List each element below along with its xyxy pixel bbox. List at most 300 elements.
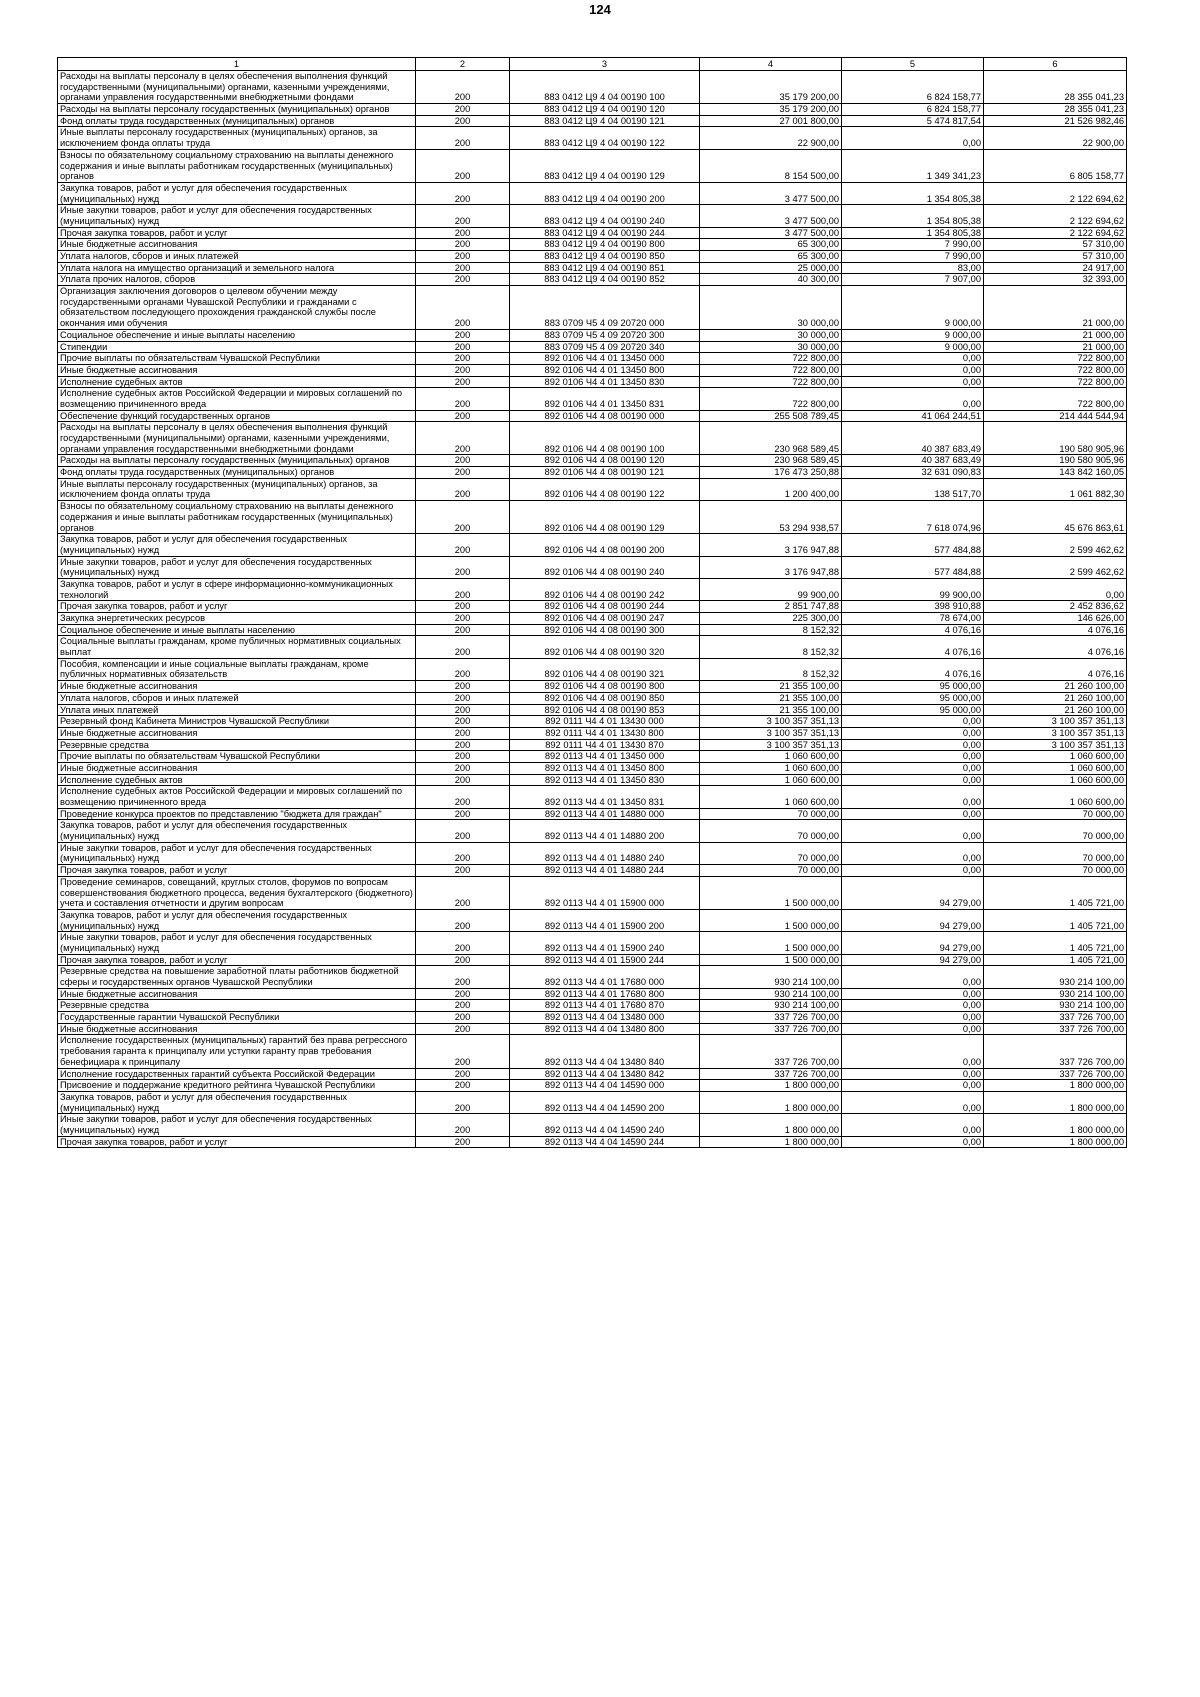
line-code-cell: 200 bbox=[416, 774, 510, 786]
expenditure-name-cell: Исполнение судебных актов bbox=[58, 774, 416, 786]
line-code-cell: 200 bbox=[416, 932, 510, 954]
executed-amount-cell: 95 000,00 bbox=[842, 681, 984, 693]
unexecuted-amount-cell: 722 800,00 bbox=[984, 353, 1127, 365]
executed-amount-cell: 0,00 bbox=[842, 808, 984, 820]
expenditure-name-cell: Уплата прочих налогов, сборов bbox=[58, 274, 416, 286]
approved-amount-cell: 1 800 000,00 bbox=[700, 1136, 842, 1148]
approved-amount-cell: 176 473 250,88 bbox=[700, 467, 842, 479]
unexecuted-amount-cell: 70 000,00 bbox=[984, 808, 1127, 820]
table-row bbox=[58, 1091, 1127, 1113]
table-row bbox=[58, 842, 1127, 864]
table-body bbox=[58, 71, 1127, 1148]
unexecuted-amount-cell: 930 214 100,00 bbox=[984, 966, 1127, 988]
line-code-cell: 200 bbox=[416, 613, 510, 625]
approved-amount-cell: 8 152,32 bbox=[700, 658, 842, 680]
expenditure-name-cell: Присвоение и поддержание кредитного рейтинга Чувашской Республики bbox=[58, 1080, 416, 1092]
expenditure-name-cell: Расходы на выплаты персоналу в целях обеспечения выполнения функций государственными (муниципальными) органами, казенными учреждениями, органами управления государственными внебюджетными фондами bbox=[58, 71, 416, 104]
unexecuted-amount-cell: 4 076,16 bbox=[984, 636, 1127, 658]
line-code-cell: 200 bbox=[416, 624, 510, 636]
budget-classification-code-cell: 892 0113 Ч4 4 01 13450 831 bbox=[510, 786, 700, 808]
expenditure-name-cell: Государственные гарантии Чувашской Республики bbox=[58, 1012, 416, 1024]
table-row bbox=[58, 274, 1127, 286]
line-code-cell: 200 bbox=[416, 692, 510, 704]
line-code-cell: 200 bbox=[416, 376, 510, 388]
executed-amount-cell: 94 279,00 bbox=[842, 954, 984, 966]
executed-amount-cell: 0,00 bbox=[842, 774, 984, 786]
unexecuted-amount-cell: 70 000,00 bbox=[984, 842, 1127, 864]
executed-amount-cell: 0,00 bbox=[842, 388, 984, 410]
expenditure-name-cell: Пособия, компенсации и иные социальные выплаты гражданам, кроме публичных нормативных обязательств bbox=[58, 658, 416, 680]
line-code-cell: 200 bbox=[416, 534, 510, 556]
approved-amount-cell: 1 500 000,00 bbox=[700, 876, 842, 909]
executed-amount-cell: 0,00 bbox=[842, 376, 984, 388]
executed-amount-cell: 0,00 bbox=[842, 127, 984, 149]
line-code-cell: 200 bbox=[416, 909, 510, 931]
executed-amount-cell: 9 000,00 bbox=[842, 286, 984, 330]
table-row bbox=[58, 1023, 1127, 1035]
line-code-cell: 200 bbox=[416, 716, 510, 728]
approved-amount-cell: 230 968 589,45 bbox=[700, 455, 842, 467]
budget-classification-code-cell: 892 0113 Ч4 4 04 14590 200 bbox=[510, 1091, 700, 1113]
unexecuted-amount-cell: 1 060 600,00 bbox=[984, 774, 1127, 786]
approved-amount-cell: 35 179 200,00 bbox=[700, 104, 842, 116]
budget-classification-code-cell: 892 0113 Ч4 4 04 14590 000 bbox=[510, 1080, 700, 1092]
column-header-3: 3 bbox=[510, 58, 700, 71]
unexecuted-amount-cell: 1 800 000,00 bbox=[984, 1080, 1127, 1092]
budget-classification-code-cell: 892 0113 Ч4 4 04 14590 240 bbox=[510, 1114, 700, 1136]
approved-amount-cell: 70 000,00 bbox=[700, 808, 842, 820]
executed-amount-cell: 0,00 bbox=[842, 739, 984, 751]
line-code-cell: 200 bbox=[416, 739, 510, 751]
table-row bbox=[58, 71, 1127, 104]
budget-classification-code-cell: 883 0412 Ц9 4 04 00190 850 bbox=[510, 251, 700, 263]
executed-amount-cell: 1 354 805,38 bbox=[842, 205, 984, 227]
approved-amount-cell: 27 001 800,00 bbox=[700, 115, 842, 127]
approved-amount-cell: 722 800,00 bbox=[700, 353, 842, 365]
approved-amount-cell: 70 000,00 bbox=[700, 842, 842, 864]
table-row bbox=[58, 1136, 1127, 1148]
approved-amount-cell: 1 800 000,00 bbox=[700, 1080, 842, 1092]
table-row bbox=[58, 239, 1127, 251]
executed-amount-cell: 1 354 805,38 bbox=[842, 227, 984, 239]
expenditure-name-cell: Иные закупки товаров, работ и услуг для обеспечения государственных (муниципальных) нужд bbox=[58, 842, 416, 864]
budget-classification-code-cell: 892 0113 Ч4 4 01 17680 870 bbox=[510, 1000, 700, 1012]
approved-amount-cell: 21 355 100,00 bbox=[700, 704, 842, 716]
approved-amount-cell: 65 300,00 bbox=[700, 239, 842, 251]
approved-amount-cell: 8 152,32 bbox=[700, 624, 842, 636]
expenditure-name-cell: Закупка товаров, работ и услуг для обеспечения государственных (муниципальных) нужд bbox=[58, 534, 416, 556]
expenditure-name-cell: Иные бюджетные ассигнования bbox=[58, 1023, 416, 1035]
approved-amount-cell: 337 726 700,00 bbox=[700, 1035, 842, 1068]
line-code-cell: 200 bbox=[416, 751, 510, 763]
table-row bbox=[58, 865, 1127, 877]
unexecuted-amount-cell: 2 122 694,62 bbox=[984, 205, 1127, 227]
budget-classification-code-cell: 892 0106 Ч4 4 08 00190 120 bbox=[510, 455, 700, 467]
expenditure-name-cell: Фонд оплаты труда государственных (муниципальных) органов bbox=[58, 467, 416, 479]
executed-amount-cell: 7 990,00 bbox=[842, 251, 984, 263]
expenditure-name-cell: Прочая закупка товаров, работ и услуг bbox=[58, 954, 416, 966]
table-row bbox=[58, 681, 1127, 693]
budget-classification-code-cell: 892 0106 Ч4 4 08 00190 200 bbox=[510, 534, 700, 556]
budget-classification-code-cell: 892 0111 Ч4 4 01 13430 870 bbox=[510, 739, 700, 751]
expenditure-name-cell: Резервный фонд Кабинета Министров Чувашской Республики bbox=[58, 716, 416, 728]
line-code-cell: 200 bbox=[416, 954, 510, 966]
unexecuted-amount-cell: 337 726 700,00 bbox=[984, 1023, 1127, 1035]
table-row bbox=[58, 909, 1127, 931]
executed-amount-cell: 0,00 bbox=[842, 820, 984, 842]
approved-amount-cell: 30 000,00 bbox=[700, 286, 842, 330]
approved-amount-cell: 1 800 000,00 bbox=[700, 1091, 842, 1113]
expenditure-name-cell: Иные бюджетные ассигнования bbox=[58, 239, 416, 251]
approved-amount-cell: 225 300,00 bbox=[700, 613, 842, 625]
expenditure-name-cell: Прочие выплаты по обязательствам Чувашской Республики bbox=[58, 353, 416, 365]
unexecuted-amount-cell: 2 122 694,62 bbox=[984, 182, 1127, 204]
line-code-cell: 200 bbox=[416, 681, 510, 693]
table-row bbox=[58, 578, 1127, 600]
table-row bbox=[58, 455, 1127, 467]
line-code-cell: 200 bbox=[416, 353, 510, 365]
approved-amount-cell: 22 900,00 bbox=[700, 127, 842, 149]
line-code-cell: 200 bbox=[416, 1035, 510, 1068]
line-code-cell: 200 bbox=[416, 239, 510, 251]
unexecuted-amount-cell: 1 405 721,00 bbox=[984, 932, 1127, 954]
table-row bbox=[58, 762, 1127, 774]
unexecuted-amount-cell: 722 800,00 bbox=[984, 364, 1127, 376]
budget-classification-code-cell: 883 0709 Ч5 4 09 20720 340 bbox=[510, 341, 700, 353]
approved-amount-cell: 30 000,00 bbox=[700, 341, 842, 353]
executed-amount-cell: 4 076,16 bbox=[842, 658, 984, 680]
executed-amount-cell: 0,00 bbox=[842, 1035, 984, 1068]
budget-classification-code-cell: 883 0412 Ц9 4 04 00190 129 bbox=[510, 149, 700, 182]
expenditure-name-cell: Расходы на выплаты персоналу государственных (муниципальных) органов bbox=[58, 455, 416, 467]
unexecuted-amount-cell: 337 726 700,00 bbox=[984, 1035, 1127, 1068]
expenditure-name-cell: Социальные выплаты гражданам, кроме публичных нормативных социальных выплат bbox=[58, 636, 416, 658]
unexecuted-amount-cell: 21 000,00 bbox=[984, 286, 1127, 330]
approved-amount-cell: 2 851 747,88 bbox=[700, 601, 842, 613]
unexecuted-amount-cell: 21 000,00 bbox=[984, 341, 1127, 353]
expenditure-name-cell: Исполнение судебных актов bbox=[58, 376, 416, 388]
unexecuted-amount-cell: 21 260 100,00 bbox=[984, 681, 1127, 693]
budget-classification-code-cell: 883 0412 Ц9 4 04 00190 800 bbox=[510, 239, 700, 251]
line-code-cell: 200 bbox=[416, 786, 510, 808]
expenditure-name-cell: Проведение семинаров, совещаний, круглых столов, форумов по вопросам совершенствования бюджетного процесса, ведения бухгалтерского (бюджетного) учета и составления отчетности и другим вопросам bbox=[58, 876, 416, 909]
line-code-cell: 200 bbox=[416, 820, 510, 842]
line-code-cell: 200 bbox=[416, 1000, 510, 1012]
table-row bbox=[58, 534, 1127, 556]
budget-classification-code-cell: 892 0106 Ч4 4 08 00190 800 bbox=[510, 681, 700, 693]
expenditure-name-cell: Уплата налогов, сборов и иных платежей bbox=[58, 692, 416, 704]
line-code-cell: 200 bbox=[416, 422, 510, 455]
expenditure-name-cell: Закупка товаров, работ и услуг для обеспечения государственных (муниципальных) нужд bbox=[58, 820, 416, 842]
unexecuted-amount-cell: 337 726 700,00 bbox=[984, 1068, 1127, 1080]
expenditure-name-cell: Исполнение государственных гарантий субъекта Российской Федерации bbox=[58, 1068, 416, 1080]
unexecuted-amount-cell: 6 805 158,77 bbox=[984, 149, 1127, 182]
expenditure-name-cell: Закупка товаров, работ и услуг для обеспечения государственных (муниципальных) нужд bbox=[58, 182, 416, 204]
line-code-cell: 200 bbox=[416, 478, 510, 500]
unexecuted-amount-cell: 722 800,00 bbox=[984, 376, 1127, 388]
budget-classification-code-cell: 892 0106 Ч4 4 01 13450 830 bbox=[510, 376, 700, 388]
executed-amount-cell: 41 064 244,51 bbox=[842, 410, 984, 422]
approved-amount-cell: 722 800,00 bbox=[700, 364, 842, 376]
table-row bbox=[58, 774, 1127, 786]
budget-classification-code-cell: 892 0106 Ч4 4 08 00190 853 bbox=[510, 704, 700, 716]
approved-amount-cell: 722 800,00 bbox=[700, 376, 842, 388]
executed-amount-cell: 7 990,00 bbox=[842, 239, 984, 251]
table-row bbox=[58, 149, 1127, 182]
line-code-cell: 200 bbox=[416, 1068, 510, 1080]
line-code-cell: 200 bbox=[416, 262, 510, 274]
budget-classification-code-cell: 892 0113 Ч4 4 04 14590 244 bbox=[510, 1136, 700, 1148]
table-row bbox=[58, 467, 1127, 479]
approved-amount-cell: 8 152,32 bbox=[700, 636, 842, 658]
executed-amount-cell: 6 824 158,77 bbox=[842, 71, 984, 104]
approved-amount-cell: 3 176 947,88 bbox=[700, 534, 842, 556]
approved-amount-cell: 930 214 100,00 bbox=[700, 988, 842, 1000]
executed-amount-cell: 94 279,00 bbox=[842, 909, 984, 931]
budget-classification-code-cell: 883 0412 Ц9 4 04 00190 121 bbox=[510, 115, 700, 127]
table-row bbox=[58, 1114, 1127, 1136]
approved-amount-cell: 3 477 500,00 bbox=[700, 227, 842, 239]
table-row bbox=[58, 556, 1127, 578]
unexecuted-amount-cell: 190 580 905,96 bbox=[984, 455, 1127, 467]
budget-classification-code-cell: 892 0113 Ч4 4 04 13480 800 bbox=[510, 1023, 700, 1035]
line-code-cell: 200 bbox=[416, 274, 510, 286]
expenditure-name-cell: Иные выплаты персоналу государственных (муниципальных) органов, за исключением фонда оплаты труда bbox=[58, 478, 416, 500]
executed-amount-cell: 398 910,88 bbox=[842, 601, 984, 613]
expenditure-name-cell: Исполнение государственных (муниципальных) гарантий без права регрессного требования гаранта к принципалу или уступки гаранту прав требования бенефициара к принципалу bbox=[58, 1035, 416, 1068]
line-code-cell: 200 bbox=[416, 149, 510, 182]
executed-amount-cell: 7 907,00 bbox=[842, 274, 984, 286]
approved-amount-cell: 3 100 357 351,13 bbox=[700, 739, 842, 751]
budget-classification-code-cell: 883 0412 Ц9 4 04 00190 852 bbox=[510, 274, 700, 286]
unexecuted-amount-cell: 28 355 041,23 bbox=[984, 71, 1127, 104]
unexecuted-amount-cell: 930 214 100,00 bbox=[984, 1000, 1127, 1012]
approved-amount-cell: 1 060 600,00 bbox=[700, 751, 842, 763]
budget-classification-code-cell: 892 0106 Ч4 4 08 00190 247 bbox=[510, 613, 700, 625]
approved-amount-cell: 930 214 100,00 bbox=[700, 966, 842, 988]
column-header-5: 5 bbox=[842, 58, 984, 71]
expenditure-name-cell: Прочая закупка товаров, работ и услуг bbox=[58, 227, 416, 239]
table-row bbox=[58, 876, 1127, 909]
executed-amount-cell: 40 387 683,49 bbox=[842, 455, 984, 467]
executed-amount-cell: 32 631 090,83 bbox=[842, 467, 984, 479]
table-row bbox=[58, 636, 1127, 658]
budget-classification-code-cell: 883 0412 Ц9 4 04 00190 851 bbox=[510, 262, 700, 274]
table-row bbox=[58, 478, 1127, 500]
column-header-1: 1 bbox=[58, 58, 416, 71]
unexecuted-amount-cell: 1 061 882,30 bbox=[984, 478, 1127, 500]
approved-amount-cell: 337 726 700,00 bbox=[700, 1012, 842, 1024]
unexecuted-amount-cell: 57 310,00 bbox=[984, 239, 1127, 251]
table-row bbox=[58, 808, 1127, 820]
expenditure-name-cell: Иные выплаты персоналу государственных (муниципальных) органов, за исключением фонда оплаты труда bbox=[58, 127, 416, 149]
line-code-cell: 200 bbox=[416, 762, 510, 774]
approved-amount-cell: 1 800 000,00 bbox=[700, 1114, 842, 1136]
unexecuted-amount-cell: 1 800 000,00 bbox=[984, 1114, 1127, 1136]
budget-classification-code-cell: 892 0106 Ч4 4 08 00190 129 bbox=[510, 501, 700, 534]
unexecuted-amount-cell: 22 900,00 bbox=[984, 127, 1127, 149]
unexecuted-amount-cell: 930 214 100,00 bbox=[984, 988, 1127, 1000]
budget-classification-code-cell: 892 0111 Ч4 4 01 13430 800 bbox=[510, 727, 700, 739]
unexecuted-amount-cell: 1 405 721,00 bbox=[984, 876, 1127, 909]
table-row bbox=[58, 205, 1127, 227]
approved-amount-cell: 1 500 000,00 bbox=[700, 909, 842, 931]
unexecuted-amount-cell: 337 726 700,00 bbox=[984, 1012, 1127, 1024]
unexecuted-amount-cell: 21 260 100,00 bbox=[984, 692, 1127, 704]
budget-classification-code-cell: 892 0113 Ч4 4 01 13450 000 bbox=[510, 751, 700, 763]
budget-classification-code-cell: 892 0113 Ч4 4 01 15900 200 bbox=[510, 909, 700, 931]
unexecuted-amount-cell: 3 100 357 351,13 bbox=[984, 739, 1127, 751]
table-row bbox=[58, 227, 1127, 239]
approved-amount-cell: 3 477 500,00 bbox=[700, 182, 842, 204]
column-header-4: 4 bbox=[700, 58, 842, 71]
line-code-cell: 200 bbox=[416, 988, 510, 1000]
unexecuted-amount-cell: 143 842 160,05 bbox=[984, 467, 1127, 479]
expenditure-name-cell: Социальное обеспечение и иные выплаты населению bbox=[58, 329, 416, 341]
executed-amount-cell: 0,00 bbox=[842, 842, 984, 864]
expenditure-name-cell: Иные закупки товаров, работ и услуг для обеспечения государственных (муниципальных) нужд bbox=[58, 1114, 416, 1136]
line-code-cell: 200 bbox=[416, 1080, 510, 1092]
line-code-cell: 200 bbox=[416, 364, 510, 376]
unexecuted-amount-cell: 28 355 041,23 bbox=[984, 104, 1127, 116]
executed-amount-cell: 0,00 bbox=[842, 966, 984, 988]
budget-classification-code-cell: 892 0106 Ч4 4 08 00190 300 bbox=[510, 624, 700, 636]
table-row bbox=[58, 364, 1127, 376]
budget-classification-code-cell: 892 0106 Ч4 4 08 00190 100 bbox=[510, 422, 700, 455]
executed-amount-cell: 0,00 bbox=[842, 1023, 984, 1035]
line-code-cell: 200 bbox=[416, 127, 510, 149]
expenditure-name-cell: Обеспечение функций государственных органов bbox=[58, 410, 416, 422]
expenditure-name-cell: Резервные средства bbox=[58, 1000, 416, 1012]
line-code-cell: 200 bbox=[416, 467, 510, 479]
expenditure-name-cell: Расходы на выплаты персоналу государственных (муниципальных) органов bbox=[58, 104, 416, 116]
table-row bbox=[58, 727, 1127, 739]
executed-amount-cell: 577 484,88 bbox=[842, 534, 984, 556]
approved-amount-cell: 21 355 100,00 bbox=[700, 692, 842, 704]
budget-classification-code-cell: 892 0106 Ч4 4 08 00190 320 bbox=[510, 636, 700, 658]
line-code-cell: 200 bbox=[416, 286, 510, 330]
budget-classification-code-cell: 892 0113 Ч4 4 01 14880 244 bbox=[510, 865, 700, 877]
executed-amount-cell: 0,00 bbox=[842, 1136, 984, 1148]
column-number-row bbox=[58, 58, 1127, 71]
unexecuted-amount-cell: 4 076,16 bbox=[984, 624, 1127, 636]
table-row bbox=[58, 353, 1127, 365]
table-row bbox=[58, 954, 1127, 966]
unexecuted-amount-cell: 32 393,00 bbox=[984, 274, 1127, 286]
expenditure-name-cell: Иные бюджетные ассигнования bbox=[58, 681, 416, 693]
budget-classification-code-cell: 892 0106 Ч4 4 01 13450 000 bbox=[510, 353, 700, 365]
budget-classification-code-cell: 883 0412 Ц9 4 04 00190 240 bbox=[510, 205, 700, 227]
approved-amount-cell: 1 500 000,00 bbox=[700, 954, 842, 966]
expenditure-name-cell: Резервные средства bbox=[58, 739, 416, 751]
unexecuted-amount-cell: 1 060 600,00 bbox=[984, 786, 1127, 808]
approved-amount-cell: 8 154 500,00 bbox=[700, 149, 842, 182]
expenditure-name-cell: Прочие выплаты по обязательствам Чувашской Республики bbox=[58, 751, 416, 763]
column-header-2: 2 bbox=[416, 58, 510, 71]
approved-amount-cell: 930 214 100,00 bbox=[700, 1000, 842, 1012]
executed-amount-cell: 9 000,00 bbox=[842, 341, 984, 353]
budget-classification-code-cell: 892 0106 Ч4 4 01 13450 800 bbox=[510, 364, 700, 376]
table-row bbox=[58, 410, 1127, 422]
approved-amount-cell: 337 726 700,00 bbox=[700, 1023, 842, 1035]
line-code-cell: 200 bbox=[416, 727, 510, 739]
executed-amount-cell: 0,00 bbox=[842, 786, 984, 808]
executed-amount-cell: 94 279,00 bbox=[842, 876, 984, 909]
line-code-cell: 200 bbox=[416, 556, 510, 578]
line-code-cell: 200 bbox=[416, 455, 510, 467]
approved-amount-cell: 722 800,00 bbox=[700, 388, 842, 410]
executed-amount-cell: 5 474 817,54 bbox=[842, 115, 984, 127]
line-code-cell: 200 bbox=[416, 578, 510, 600]
line-code-cell: 200 bbox=[416, 329, 510, 341]
executed-amount-cell: 0,00 bbox=[842, 762, 984, 774]
unexecuted-amount-cell: 70 000,00 bbox=[984, 820, 1127, 842]
budget-classification-code-cell: 892 0106 Ч4 4 08 00190 850 bbox=[510, 692, 700, 704]
expenditure-name-cell: Исполнение судебных актов Российской Федерации и мировых соглашений по возмещению причиненного вреда bbox=[58, 388, 416, 410]
line-code-cell: 200 bbox=[416, 966, 510, 988]
table-row bbox=[58, 613, 1127, 625]
expenditure-name-cell: Иные закупки товаров, работ и услуг для обеспечения государственных (муниципальных) нужд bbox=[58, 932, 416, 954]
unexecuted-amount-cell: 1 060 600,00 bbox=[984, 751, 1127, 763]
expenditure-name-cell: Иные бюджетные ассигнования bbox=[58, 988, 416, 1000]
table-row bbox=[58, 104, 1127, 116]
line-code-cell: 200 bbox=[416, 115, 510, 127]
table-row bbox=[58, 988, 1127, 1000]
expenditure-name-cell: Стипендии bbox=[58, 341, 416, 353]
approved-amount-cell: 255 508 789,45 bbox=[700, 410, 842, 422]
approved-amount-cell: 70 000,00 bbox=[700, 865, 842, 877]
expenditure-name-cell: Иные бюджетные ассигнования bbox=[58, 364, 416, 376]
unexecuted-amount-cell: 2 452 836,62 bbox=[984, 601, 1127, 613]
table-row bbox=[58, 739, 1127, 751]
budget-execution-table bbox=[57, 57, 1127, 1148]
executed-amount-cell: 0,00 bbox=[842, 1000, 984, 1012]
unexecuted-amount-cell: 1 060 600,00 bbox=[984, 762, 1127, 774]
table-row bbox=[58, 1012, 1127, 1024]
unexecuted-amount-cell: 3 100 357 351,13 bbox=[984, 716, 1127, 728]
budget-classification-code-cell: 892 0113 Ч4 4 01 13450 830 bbox=[510, 774, 700, 786]
expenditure-name-cell: Иные закупки товаров, работ и услуг для обеспечения государственных (муниципальных) нужд bbox=[58, 556, 416, 578]
expenditure-name-cell: Расходы на выплаты персоналу в целях обеспечения выполнения функций государственными (муниципальными) органами, казенными учреждениями, органами управления государственными внебюджетными фондами bbox=[58, 422, 416, 455]
budget-classification-code-cell: 883 0412 Ц9 4 04 00190 200 bbox=[510, 182, 700, 204]
table-row bbox=[58, 182, 1127, 204]
line-code-cell: 200 bbox=[416, 388, 510, 410]
budget-classification-code-cell: 883 0412 Ц9 4 04 00190 100 bbox=[510, 71, 700, 104]
approved-amount-cell: 3 100 357 351,13 bbox=[700, 716, 842, 728]
expenditure-name-cell: Закупка товаров, работ и услуг для обеспечения государственных (муниципальных) нужд bbox=[58, 1091, 416, 1113]
line-code-cell: 200 bbox=[416, 341, 510, 353]
budget-classification-code-cell: 892 0113 Ч4 4 01 14880 200 bbox=[510, 820, 700, 842]
unexecuted-amount-cell: 722 800,00 bbox=[984, 388, 1127, 410]
table-row bbox=[58, 251, 1127, 263]
unexecuted-amount-cell: 57 310,00 bbox=[984, 251, 1127, 263]
unexecuted-amount-cell: 2 599 462,62 bbox=[984, 556, 1127, 578]
table-row bbox=[58, 786, 1127, 808]
expenditure-name-cell: Закупка энергетических ресурсов bbox=[58, 613, 416, 625]
table-row bbox=[58, 286, 1127, 330]
executed-amount-cell: 0,00 bbox=[842, 1114, 984, 1136]
unexecuted-amount-cell: 3 100 357 351,13 bbox=[984, 727, 1127, 739]
expenditure-name-cell: Взносы по обязательному социальному страхованию на выплаты денежного содержания и иные выплаты работникам государственных (муниципальных) органов bbox=[58, 501, 416, 534]
expenditure-name-cell: Иные бюджетные ассигнования bbox=[58, 727, 416, 739]
expenditure-name-cell: Закупка товаров, работ и услуг в сфере информационно-коммуникационных технологий bbox=[58, 578, 416, 600]
budget-classification-code-cell: 892 0113 Ч4 4 01 17680 800 bbox=[510, 988, 700, 1000]
budget-classification-code-cell: 892 0106 Ч4 4 08 00190 122 bbox=[510, 478, 700, 500]
budget-classification-code-cell: 883 0412 Ц9 4 04 00190 122 bbox=[510, 127, 700, 149]
budget-classification-code-cell: 892 0113 Ч4 4 01 15900 240 bbox=[510, 932, 700, 954]
approved-amount-cell: 3 176 947,88 bbox=[700, 556, 842, 578]
executed-amount-cell: 1 349 341,23 bbox=[842, 149, 984, 182]
